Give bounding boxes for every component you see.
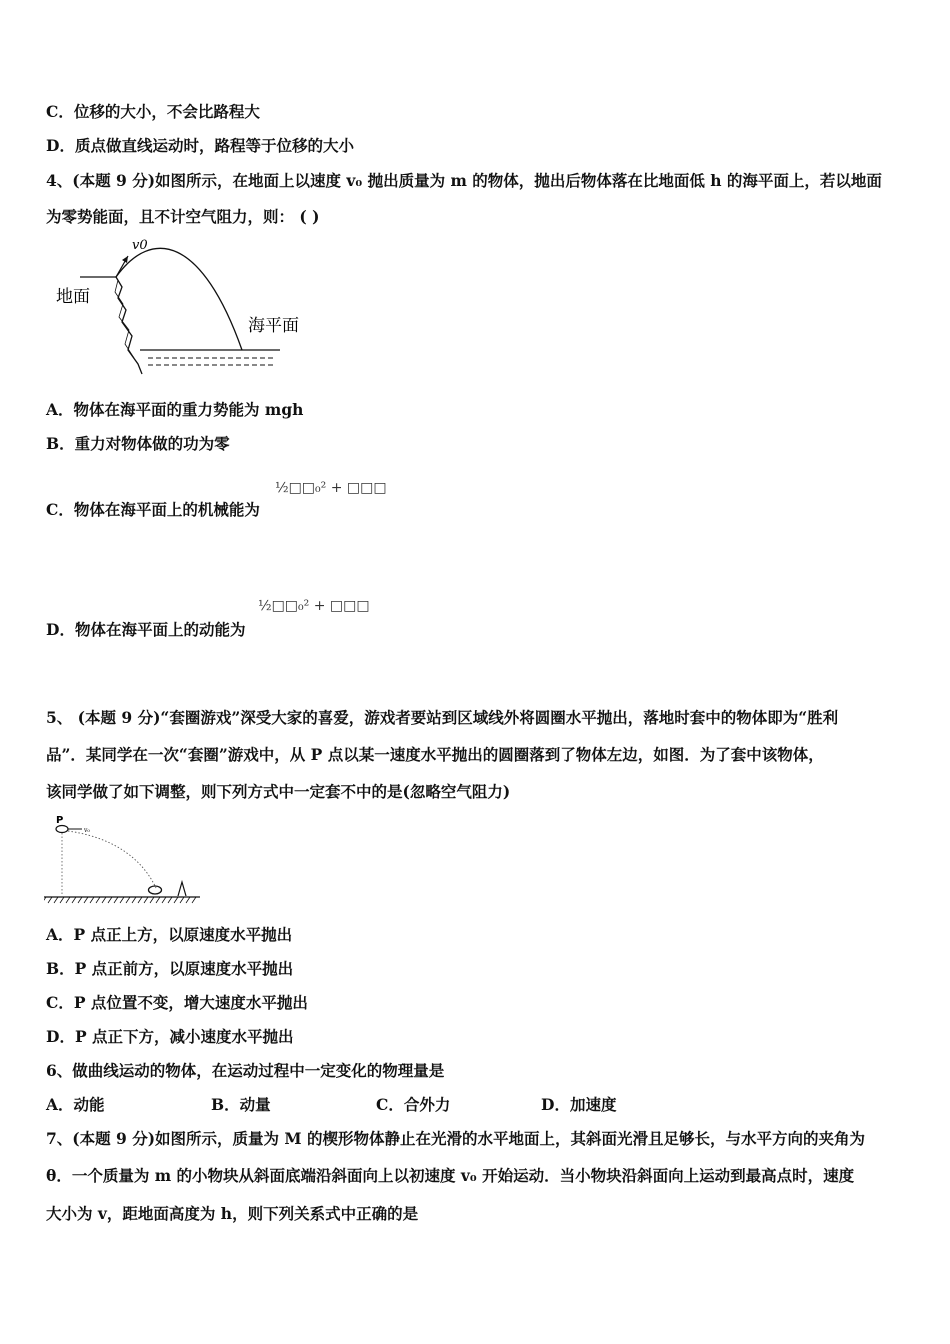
q5-option-d: D．P 点正下方，减小速度水平抛出 — [46, 1027, 294, 1046]
p-label: P — [56, 815, 64, 826]
q6-option-a: A．动能 — [46, 1095, 105, 1114]
ring-toss-figure — [44, 812, 204, 908]
cliff-projectile-figure — [52, 232, 314, 377]
q3-option-c: C．位移的大小，不会比路程大 — [46, 102, 260, 121]
q6-option-d: D．加速度 — [541, 1095, 617, 1114]
q5-stem-line3: 该同学做了如下调整，则下列方式中一定套不中的是(忽略空气阻力) — [46, 782, 511, 801]
ground-label: 地面 — [56, 287, 90, 307]
q4-stem-line2: 为零势能面，且不计空气阻力，则： ( ) — [46, 207, 320, 226]
q4-option-d: D．物体在海平面上的动能为 — [46, 620, 246, 639]
q7-stem-line2: θ．一个质量为 m 的小物块从斜面底端沿斜面向上以初速度 v₀ 开始运动．当小物块沿斜面向上运动到最高点时，速度 — [46, 1166, 855, 1185]
formula-image-c: ½□□₀² + □□□ — [275, 480, 387, 496]
q7-stem-line3: 大小为 v，距地面高度为 h，则下列关系式中正确的是 — [46, 1204, 419, 1223]
q3-option-d: D．质点做直线运动时，路程等于位移的大小 — [46, 136, 354, 155]
q7-stem-line1: 7、(本题 9 分)如图所示，质量为 M 的楔形物体静止在光滑的水平地面上，其斜面光滑且足够长，与水平方向的夹角为 — [46, 1129, 865, 1148]
q4-option-c: C．物体在海平面上的机械能为 — [46, 500, 260, 519]
v0-label: v0 — [132, 238, 148, 253]
q4-option-b: B．重力对物体做的功为零 — [46, 434, 230, 453]
q4-stem-line1: 4、(本题 9 分)如图所示，在地面上以速度 v₀ 抛出质量为 m 的物体，抛出后物体落在比地面低 h 的海平面上，若以地面 — [46, 171, 882, 190]
formula-image-d: ½□□₀² + □□□ — [258, 598, 370, 614]
sea-label: 海平面 — [248, 316, 299, 336]
q6-stem: 6、做曲线运动的物体，在运动过程中一定变化的物理量是 — [46, 1061, 445, 1080]
q6-option-b: B．动量 — [211, 1095, 271, 1114]
q4-option-a: A．物体在海平面的重力势能为 mgh — [46, 400, 304, 419]
q5-option-a: A．P 点正上方，以原速度水平抛出 — [46, 925, 293, 944]
q6-option-c: C．合外力 — [376, 1095, 451, 1114]
q5-option-c: C．P 点位置不变，增大速度水平抛出 — [46, 993, 308, 1012]
q5-option-b: B．P 点正前方，以原速度水平抛出 — [46, 959, 294, 978]
q5-stem-line1: 5、 (本题 9 分)“套圈游戏”深受大家的喜爱，游戏者要站到区域线外将圆圈水平抛出，落地时套中的物体即为“胜利 — [46, 708, 839, 727]
v-label: v₀ — [84, 827, 90, 834]
q5-stem-line2: 品”．某同学在一次“套圈”游戏中，从 P 点以某一速度水平抛出的圆圈落到了物体左边，如图．为了套中该物体， — [46, 745, 824, 764]
